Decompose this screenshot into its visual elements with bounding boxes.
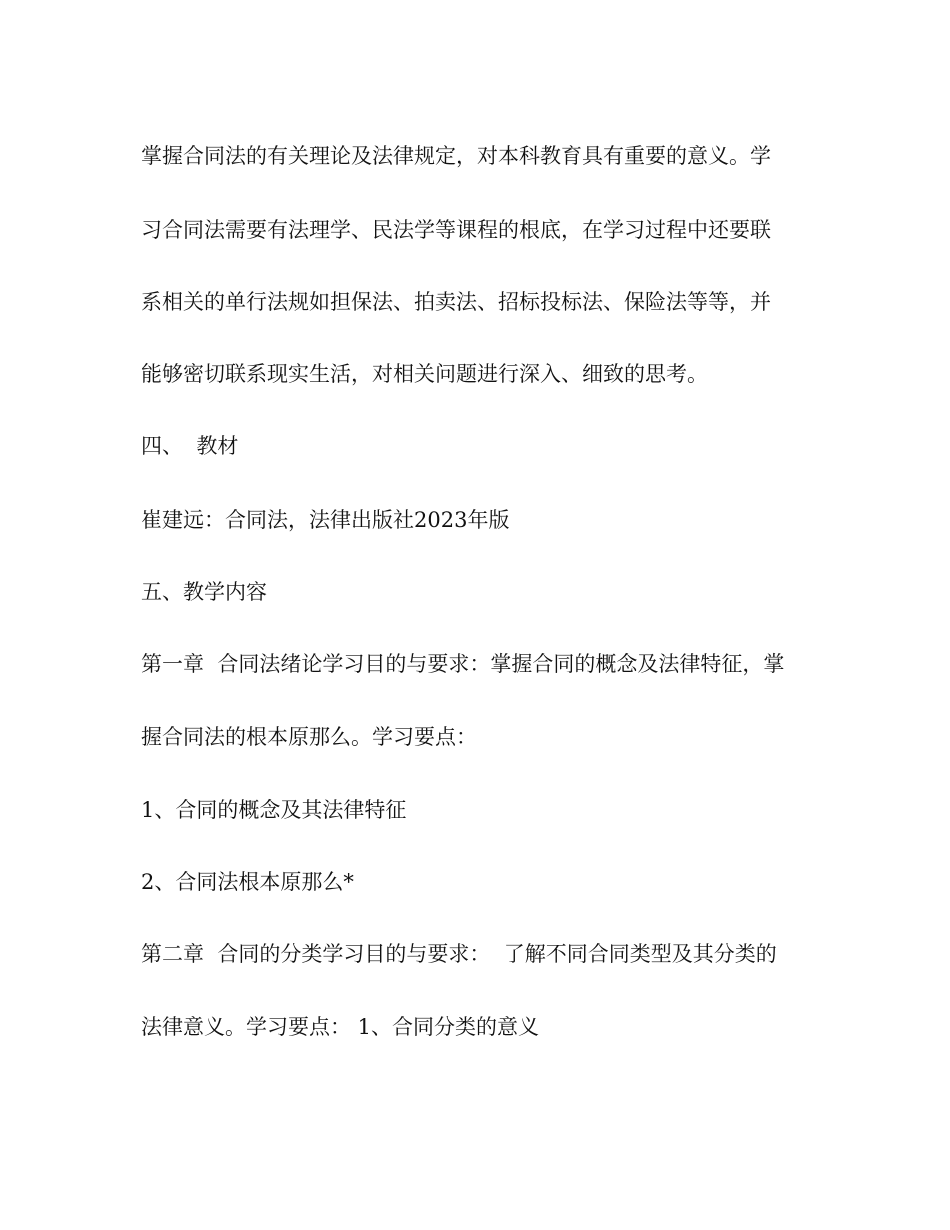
section-heading-teaching-content: 五、教学内容 — [141, 580, 267, 604]
chapter-one-line: 第一章 合同法绪论学习目的与要求：掌握合同的概念及法律特征，掌 — [141, 652, 785, 676]
body-paragraph-line: 习合同法需要有法理学、民法学等课程的根底，在学习过程中还要联 — [141, 218, 771, 242]
key-point-item: 1、合同的概念及其法律特征 — [141, 798, 407, 822]
chapter-two-line: 第二章 合同的分类学习目的与要求： 了解不同合同类型及其分类的 — [141, 942, 777, 966]
body-paragraph-line: 能够密切联系现实生活，对相关问题进行深入、细致的思考。 — [141, 362, 708, 386]
body-paragraph-line: 系相关的单行法规如担保法、拍卖法、招标投标法、保险法等等，并 — [141, 290, 771, 314]
body-paragraph-line: 掌握合同法的有关理论及法律规定，对本科教育具有重要的意义。学 — [141, 144, 771, 168]
textbook-reference: 崔建远：合同法，法律出版社2023年版 — [141, 508, 510, 532]
chapter-one-line: 握合同法的根本原那么。学习要点： — [141, 725, 477, 749]
chapter-two-line: 法律意义。学习要点： 1、合同分类的意义 — [141, 1015, 540, 1039]
key-point-item: 2、合同法根本原那么* — [141, 870, 354, 894]
section-heading-textbook: 四、 教材 — [141, 434, 239, 458]
